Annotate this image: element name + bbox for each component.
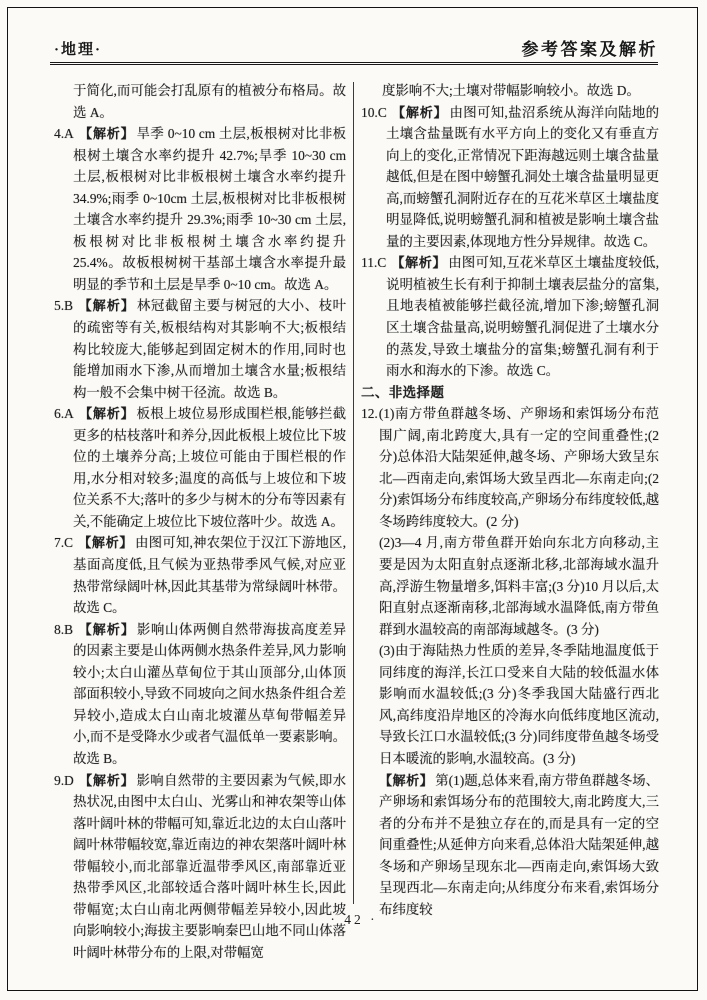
answer-item-5 bbox=[54, 295, 346, 403]
answer-continuation-paragraph bbox=[361, 80, 659, 102]
paragraph-text: 第(1)题,总体来看,南方带鱼群越冬场、产卵场和索饵场分布的范围较大,南北跨度大,三者的分布并不是独立存在的,而是具有一定的空间重叠性;从延伸方向来看,总体沿大陆架延伸,越冬场和产卵场呈现东北—西南走向,索饵场大致呈现西北—东南走向;从纬度分布来看,索饵场分布纬度较 bbox=[379, 772, 659, 917]
answer-12-part-2 bbox=[379, 532, 659, 640]
paragraph-text: 由图可知,互花米草区土壤盐度较低,说明植被生长有利于抑制土壤表层盐分的富集,且地表植被能够拦截径流,增加下渗;螃蟹孔洞区土壤含盐量高,说明螃蟹孔洞促进了土壤水分的蒸发,导致土壤盐分的富集;螃蟹孔洞有利于雨水和海水的下渗。故选 C。 bbox=[386, 255, 659, 379]
answer-number: 6.A bbox=[54, 406, 74, 422]
analysis-tag: 【解析】 bbox=[77, 298, 135, 314]
header-page-title: 参考答案及解析 bbox=[521, 40, 658, 59]
answer-12-analysis bbox=[379, 770, 659, 921]
paragraph-text: 影响自然带的主要因素为气候,即水热状况,由图中太白山、光雾山和神农架等山体落叶阔叶林的带幅可知,靠近北边的太白山落叶阔叶林带幅较宽,靠近南边的神农架落叶阔叶林带幅较小,而北部靠近温带季风区,南部靠近亚热带季风区,北部较适合落叶阔叶林生长,因此带幅宽;太白山南北两侧带幅差异较小,因此坡向影响较小;海拔主要影响秦巴山地不同山体落叶阔叶林带分布的上限,对带幅宽 bbox=[73, 772, 346, 960]
header-double-rule bbox=[50, 62, 658, 65]
answer-item-7 bbox=[54, 532, 346, 618]
paragraph-text: 于简化,而可能会打乱原有的植被分布格局。故选 A。 bbox=[73, 83, 346, 120]
answer-item-9 bbox=[54, 770, 346, 964]
answer-number: 10.C bbox=[361, 104, 387, 120]
header-subject-label: ·地理· bbox=[54, 42, 103, 58]
section-heading-non-choice: 二、非选择题 bbox=[361, 384, 445, 400]
answer-item-12 bbox=[361, 403, 659, 920]
answer-12-part-1 bbox=[361, 403, 659, 532]
page-number: · 42 · bbox=[330, 912, 378, 927]
analysis-tag: 【解析】 bbox=[379, 772, 434, 788]
answer-item-4 bbox=[54, 123, 346, 295]
analysis-tag: 【解析】 bbox=[78, 126, 135, 142]
answer-item-11 bbox=[361, 252, 659, 381]
column-divider-line bbox=[353, 82, 354, 904]
answer-number: 8.B bbox=[54, 621, 73, 637]
paragraph-text: 板根上坡位易形成围栏根,能够拦截更多的枯枝落叶和养分,因此板根上坡位比下坡位的土壤养分高;上坡位可能由于围栏根的作用,水分相对较多;温度的高低与上坡位和下坡位关系不大;落叶的多少与树木的分布等因素有关,不能确定上坡位比下坡位落叶少。故选 A。 bbox=[73, 406, 346, 529]
right-column bbox=[361, 80, 659, 920]
answer-number: 12. bbox=[361, 406, 378, 422]
analysis-tag: 【解析】 bbox=[391, 255, 447, 271]
answer-number: 11.C bbox=[361, 255, 387, 271]
answer-continuation-paragraph bbox=[54, 80, 346, 123]
paragraph-text: 旱季 0~10 cm 土层,板根树对比非板根树土壤含水率约提升 42.7%;旱季 10~30 cm 土层,板根树对比非板根树土壤含水率约提升 34.9%;雨季 0~10cm 土层,板根树对比非板根树土壤含水率约提升 29.3%;雨季 10~30 cm 土层,板根树对比非板根树土壤含水率约提升 25.4%。故板根树树干基部土壤含水率提升最明显的季节和土层是旱季 0~10 cm。故选 A。 bbox=[73, 126, 346, 292]
paragraph-text: 林冠截留主要与树冠的大小、枝叶的疏密等有关,板根结构对其影响不大;板根结构比较庞大,能够起到固定树木的作用,同时也能增加雨水下渗,从而增加土壤含水量;板根结构一般不会集中树干径流。故选 B。 bbox=[73, 298, 346, 400]
paragraph-text: 由图可知,神农架位于汉江下游地区,基面高度低,且气候为亚热带季风气候,对应亚热带常绿阔叶林,因此其基带为常绿阔叶林带。故选 C。 bbox=[73, 535, 346, 616]
answer-number: 4.A bbox=[54, 126, 74, 142]
analysis-tag: 【解析】 bbox=[77, 621, 135, 637]
answer-number: 9.D bbox=[54, 772, 74, 788]
paragraph-text: 影响山体两侧自然带海拔高度差异的因素主要是山体两侧水热条件差异,风力影响较小;太白山灌丛草甸位于其山顶部分,山体顶部面积较小,导致不同坡向之间水热条件组合差异较小,造成太白山南北坡灌丛草甸带幅差异小,而不是受降水少或者气温低单一要素影响。故选 B。 bbox=[73, 621, 346, 766]
analysis-tag: 【解析】 bbox=[77, 535, 134, 551]
paragraph-text: (2)3—4 月,南方带鱼群开始向东北方向移动,主要是因为太阳直射点逐渐北移,北部海域水温升高,浮游生物量增多,饵料丰富;(3 分)10 月以后,太阳直射点逐渐南移,北部海域水温降低,南方带鱼群到水温较高的南部海域越冬。(3 分) bbox=[379, 535, 659, 637]
answer-item-6 bbox=[54, 403, 346, 532]
paragraph-text: 度影响不大;土壤对带幅影响较小。故选 D。 bbox=[382, 83, 640, 98]
paragraph-text: (3)由于海陆热力性质的差异,冬季陆地温度低于同纬度的海洋,长江口受来自大陆的较低温水体影响而水温较低;(3 分)冬季我国大陆盛行西北风,高纬度沿岸地区的冷海水向低纬度地区流动,导致长江口水温较低;(3 分)同纬度带鱼越冬场受日本暖流的影响,水温较高。(3 分) bbox=[379, 643, 659, 766]
analysis-tag: 【解析】 bbox=[78, 772, 135, 788]
answer-item-10 bbox=[361, 102, 659, 253]
answer-item-8 bbox=[54, 619, 346, 770]
paragraph-text: 由图可知,盐沼系统从海洋向陆地的土壤含盐量既有水平方向上的变化又有垂直方向上的变化,正常情况下距海越远则土壤含盐量越低,但是在图中螃蟹孔洞处土壤含盐量明显更高,而螃蟹孔洞附近存在的互花米草区土壤盐度明显降低,说明螃蟹孔洞和植被是影响土壤含盐量的主要因素,体现地方性分异规律。故选 C。 bbox=[386, 104, 659, 249]
left-column bbox=[54, 80, 346, 963]
answer-number: 7.C bbox=[54, 535, 73, 551]
paragraph-text: (1)南方带鱼群越冬场、产卵场和索饵场分布范围广阔,南北跨度大,具有一定的空间重叠性;(2 分)总体沿大陆架延伸,越冬场、产卵场大致呈东北—西南走向,索饵场大致呈西北—东南走向;(2 分)索饵场分布纬度较高,产卵场分布纬度较低,越冬场跨纬度较大。(2 分) bbox=[378, 406, 659, 529]
analysis-tag: 【解析】 bbox=[78, 406, 135, 422]
answer-12-part-3 bbox=[379, 640, 659, 769]
answer-number: 5.B bbox=[54, 298, 73, 314]
analysis-tag: 【解析】 bbox=[391, 104, 448, 120]
